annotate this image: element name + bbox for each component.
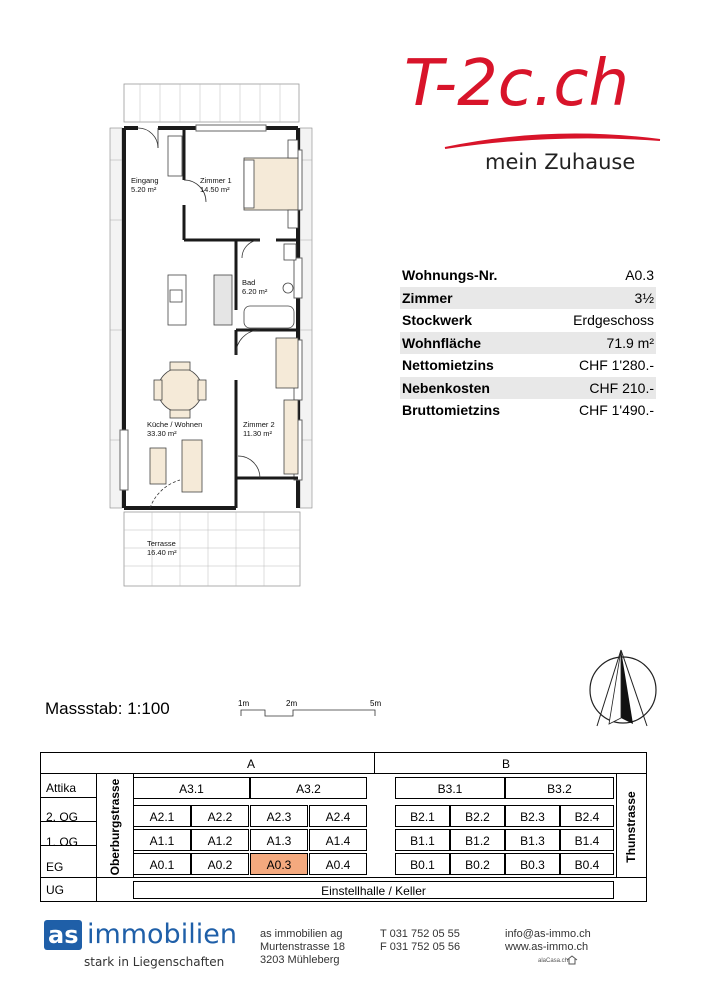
street-left: Oberburgstrasse (108, 778, 122, 876)
room-name: Terrasse (147, 539, 176, 548)
street-right: Thunstrasse (624, 791, 638, 863)
floor-label: 2. OG (46, 810, 79, 824)
ug-cell: Einstellhalle / Keller (133, 881, 614, 899)
scale-tick-2m: 2m (286, 699, 298, 708)
room-name: Küche / Wohnen (147, 420, 203, 429)
info-row: Bruttomietzins CHF 1'490.- (402, 402, 654, 419)
floor-plan (108, 80, 323, 590)
room-name: Eingang (131, 176, 159, 185)
company-mark: as (44, 920, 82, 950)
brand-logo: T-2c.ch (404, 47, 630, 121)
company-slogan: stark in Liegenschaften (84, 955, 225, 969)
unit-cell: B1.2 (450, 829, 505, 851)
room-name: Bad (242, 278, 256, 287)
logo-swoosh (440, 128, 665, 152)
scale-tick-1m: 1m (238, 699, 250, 708)
unit-cell: A2.3 (250, 805, 308, 827)
apartment-info-table (400, 264, 656, 422)
company-logo (44, 920, 237, 952)
house-icon (566, 955, 578, 965)
unit-cell: A1.2 (191, 829, 249, 851)
floor-label: EG (46, 860, 64, 874)
scale-tick-5m: 5m (370, 699, 382, 708)
unit-cell: A1.3 (250, 829, 308, 851)
unit-cell: B2.1 (395, 805, 450, 827)
unit-cell: A1.1 (133, 829, 191, 851)
company-address: as immobilien ag Murtenstrasse 18 3203 Mühleberg (260, 928, 345, 966)
unit-cell: B0.3 (505, 853, 560, 875)
unit-cell: B2.4 (560, 805, 614, 827)
unit-cell: A2.1 (133, 805, 191, 827)
section-a-label: A (246, 757, 255, 771)
unit-cell-highlighted: A0.3 (250, 853, 308, 875)
section-b-label: B (501, 757, 510, 771)
company-contact (380, 928, 460, 954)
website-link[interactable]: www.as-immo.ch (505, 941, 589, 953)
floor-label: 1. OG (46, 835, 79, 849)
room-name: Zimmer 2 (243, 420, 275, 429)
company-online (505, 928, 591, 954)
unit-cell: B2.2 (450, 805, 505, 827)
info-row: Nebenkosten CHF 210.- (400, 377, 656, 400)
unit-cell: A1.4 (309, 829, 367, 851)
unit-cell: B1.1 (395, 829, 450, 851)
info-row: Wohnfläche 71.9 m² (400, 332, 656, 355)
unit-cell: B3.2 (505, 777, 614, 799)
unit-cell: A0.4 (309, 853, 367, 875)
room-area: 16.40 m² (147, 548, 177, 557)
room-area: 6.20 m² (242, 287, 268, 296)
unit-cell: B1.3 (505, 829, 560, 851)
info-row: Wohnungs-Nr. A0.3 (402, 267, 654, 284)
brand-tagline: mein Zuhause (485, 150, 636, 174)
room-area: 14.50 m² (200, 185, 230, 194)
room-name: Zimmer 1 (200, 176, 232, 185)
credit-label: alaCasa.ch (538, 958, 569, 964)
info-row: Stockwerk Erdgeschoss (402, 312, 654, 329)
unit-cell: A0.2 (191, 853, 249, 875)
north-arrow-icon (585, 648, 661, 728)
scale-label: Massstab: 1:100 (45, 699, 170, 718)
floor-label: UG (46, 883, 64, 897)
unit-cell: A0.1 (133, 853, 191, 875)
info-row: Zimmer 3½ (400, 287, 656, 310)
unit-cell: B2.3 (505, 805, 560, 827)
fax-number: F 031 752 05 56 (380, 941, 461, 953)
unit-cell: B0.1 (395, 853, 450, 875)
unit-cell: A2.4 (309, 805, 367, 827)
unit-cell: B0.2 (450, 853, 505, 875)
company-word: immobilien (86, 919, 237, 950)
unit-cell: B3.1 (395, 777, 505, 799)
room-area: 33.30 m² (147, 429, 177, 438)
floor-label: Attika (46, 781, 77, 795)
email-link[interactable]: info@as-immo.ch (505, 928, 591, 940)
room-area: 5.20 m² (131, 185, 157, 194)
unit-cell: A3.1 (133, 777, 250, 799)
unit-cell: B0.4 (560, 853, 614, 875)
room-area: 11.30 m² (243, 429, 273, 438)
building-overview-grid (40, 752, 647, 902)
unit-cell: B1.4 (560, 829, 614, 851)
info-row: Nettomietzins CHF 1'280.- (402, 357, 654, 374)
unit-cell: A3.2 (250, 777, 367, 799)
unit-cell: A2.2 (191, 805, 249, 827)
phone-number: T 031 752 05 55 (380, 928, 460, 940)
